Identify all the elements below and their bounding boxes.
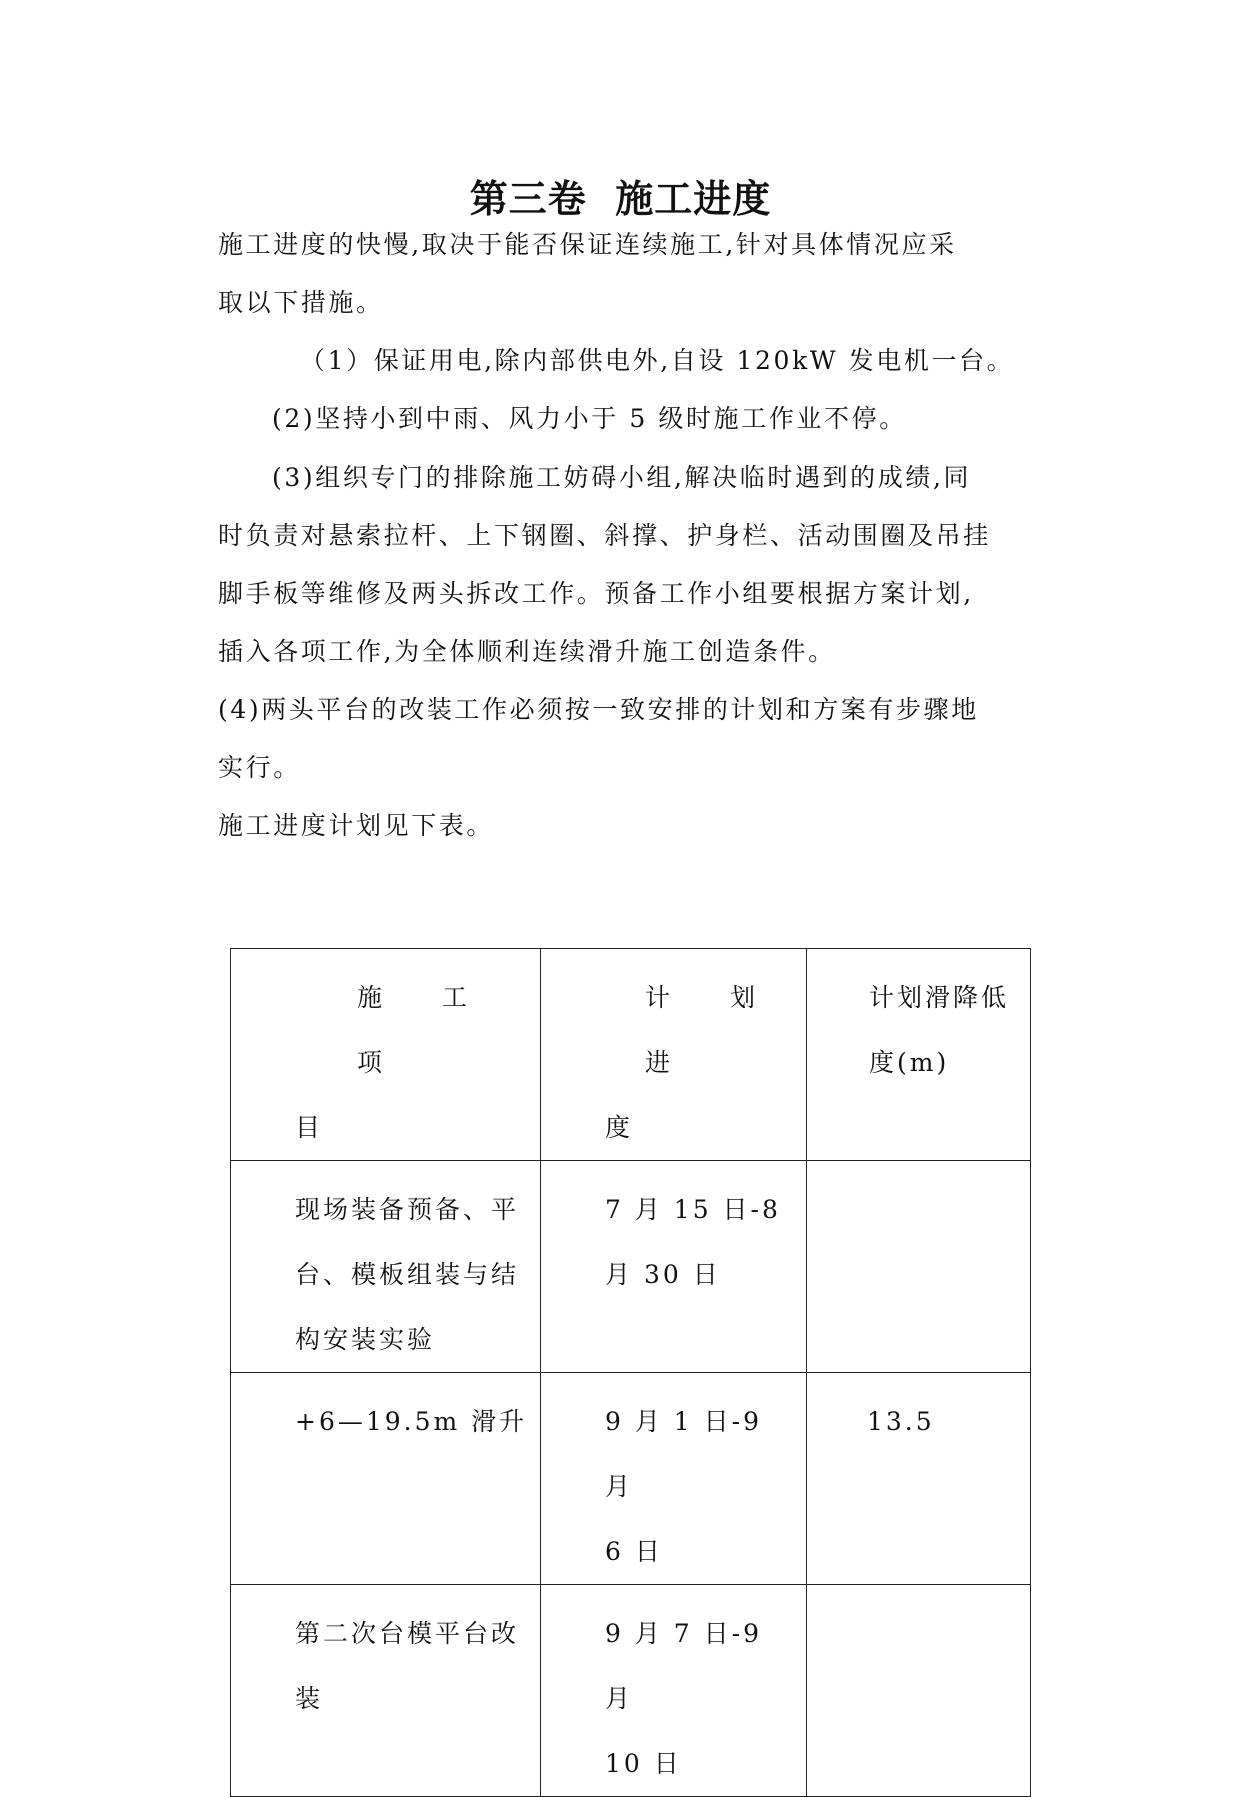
row-item-cell	[231, 1161, 541, 1373]
row-schedule-line: 月 30 日	[605, 1260, 721, 1289]
measure-item-4-line-2: 实行。	[218, 753, 301, 782]
header-height-line-1: 计划滑降低	[869, 983, 1010, 1012]
row-item-line: 装	[295, 1684, 324, 1713]
intro-paragraph-line-2: 取以下措施。	[218, 288, 384, 317]
row-item-line: 台、模板组装与结	[295, 1260, 520, 1289]
measure-item-2: (2)坚持小到中雨、风力小于 5 级时施工作业不停。	[272, 404, 907, 433]
page-title: 第三卷 施工进度	[469, 177, 772, 221]
table-row	[231, 1373, 1031, 1585]
row-schedule-line: 9 月 1 日-9 月	[605, 1407, 763, 1501]
measure-item-1: （1）保证用电,除内部供电外,自设 120kW 发电机一台。	[300, 346, 1015, 375]
row-schedule-line: 9 月 7 日-9 月	[605, 1619, 763, 1713]
intro-paragraph-line-1: 施工进度的快慢,取决于能否保证连续施工,针对具体情况应采	[218, 230, 957, 259]
header-cell-item	[231, 949, 541, 1161]
row-item-cell	[231, 1585, 541, 1797]
measure-item-3-line-1: (3)组织专门的排除施工妨碍小组,解决临时遇到的成绩,同	[272, 463, 972, 492]
header-item-line-1: 施 工 项	[357, 983, 493, 1077]
header-cell-height	[807, 949, 1031, 1161]
row-schedule-cell	[541, 1585, 807, 1797]
row-schedule-line: 7 月 15 日-8	[605, 1195, 781, 1224]
header-schedule-line-2: 度	[605, 1113, 634, 1142]
row-height-cell	[807, 1373, 1031, 1585]
table-header-row	[231, 949, 1031, 1161]
header-schedule-line-1: 计 划 进	[645, 983, 781, 1077]
table-row	[231, 1161, 1031, 1373]
row-height-cell	[807, 1585, 1031, 1797]
measure-item-3-line-3: 脚手板等维修及两头拆改工作。预备工作小组要根据方案计划,	[218, 579, 974, 608]
header-height-line-2: 度(m)	[869, 1048, 950, 1077]
row-height-value: 13.5	[867, 1407, 935, 1436]
table-row	[231, 1585, 1031, 1797]
row-schedule-cell	[541, 1373, 807, 1585]
row-item-cell	[231, 1373, 541, 1585]
row-item-line: +6—19.5m 滑升	[295, 1407, 528, 1436]
row-schedule-cell	[541, 1161, 807, 1373]
header-cell-schedule	[541, 949, 807, 1161]
row-height-cell	[807, 1161, 1031, 1373]
measure-item-3-line-2: 时负责对悬索拉杆、上下钢圈、斜撑、护身栏、活动围圈及吊挂	[218, 521, 991, 550]
measure-item-3-line-4: 插入各项工作,为全体顺利连续滑升施工创造条件。	[218, 637, 836, 666]
row-item-line: 现场装备预备、平	[295, 1195, 520, 1224]
measure-item-4-line-1: (4)两头平台的改装工作必须按一致安排的计划和方案有步骤地	[218, 695, 979, 724]
header-item-line-2: 目	[295, 1113, 324, 1142]
table-intro: 施工进度计划见下表。	[218, 811, 495, 840]
row-item-line: 构安装实验	[295, 1325, 436, 1354]
row-item-line: 第二次台模平台改	[295, 1619, 520, 1648]
row-schedule-line: 6 日	[605, 1537, 663, 1566]
schedule-table	[230, 948, 1031, 1797]
row-schedule-line: 10 日	[605, 1749, 682, 1778]
